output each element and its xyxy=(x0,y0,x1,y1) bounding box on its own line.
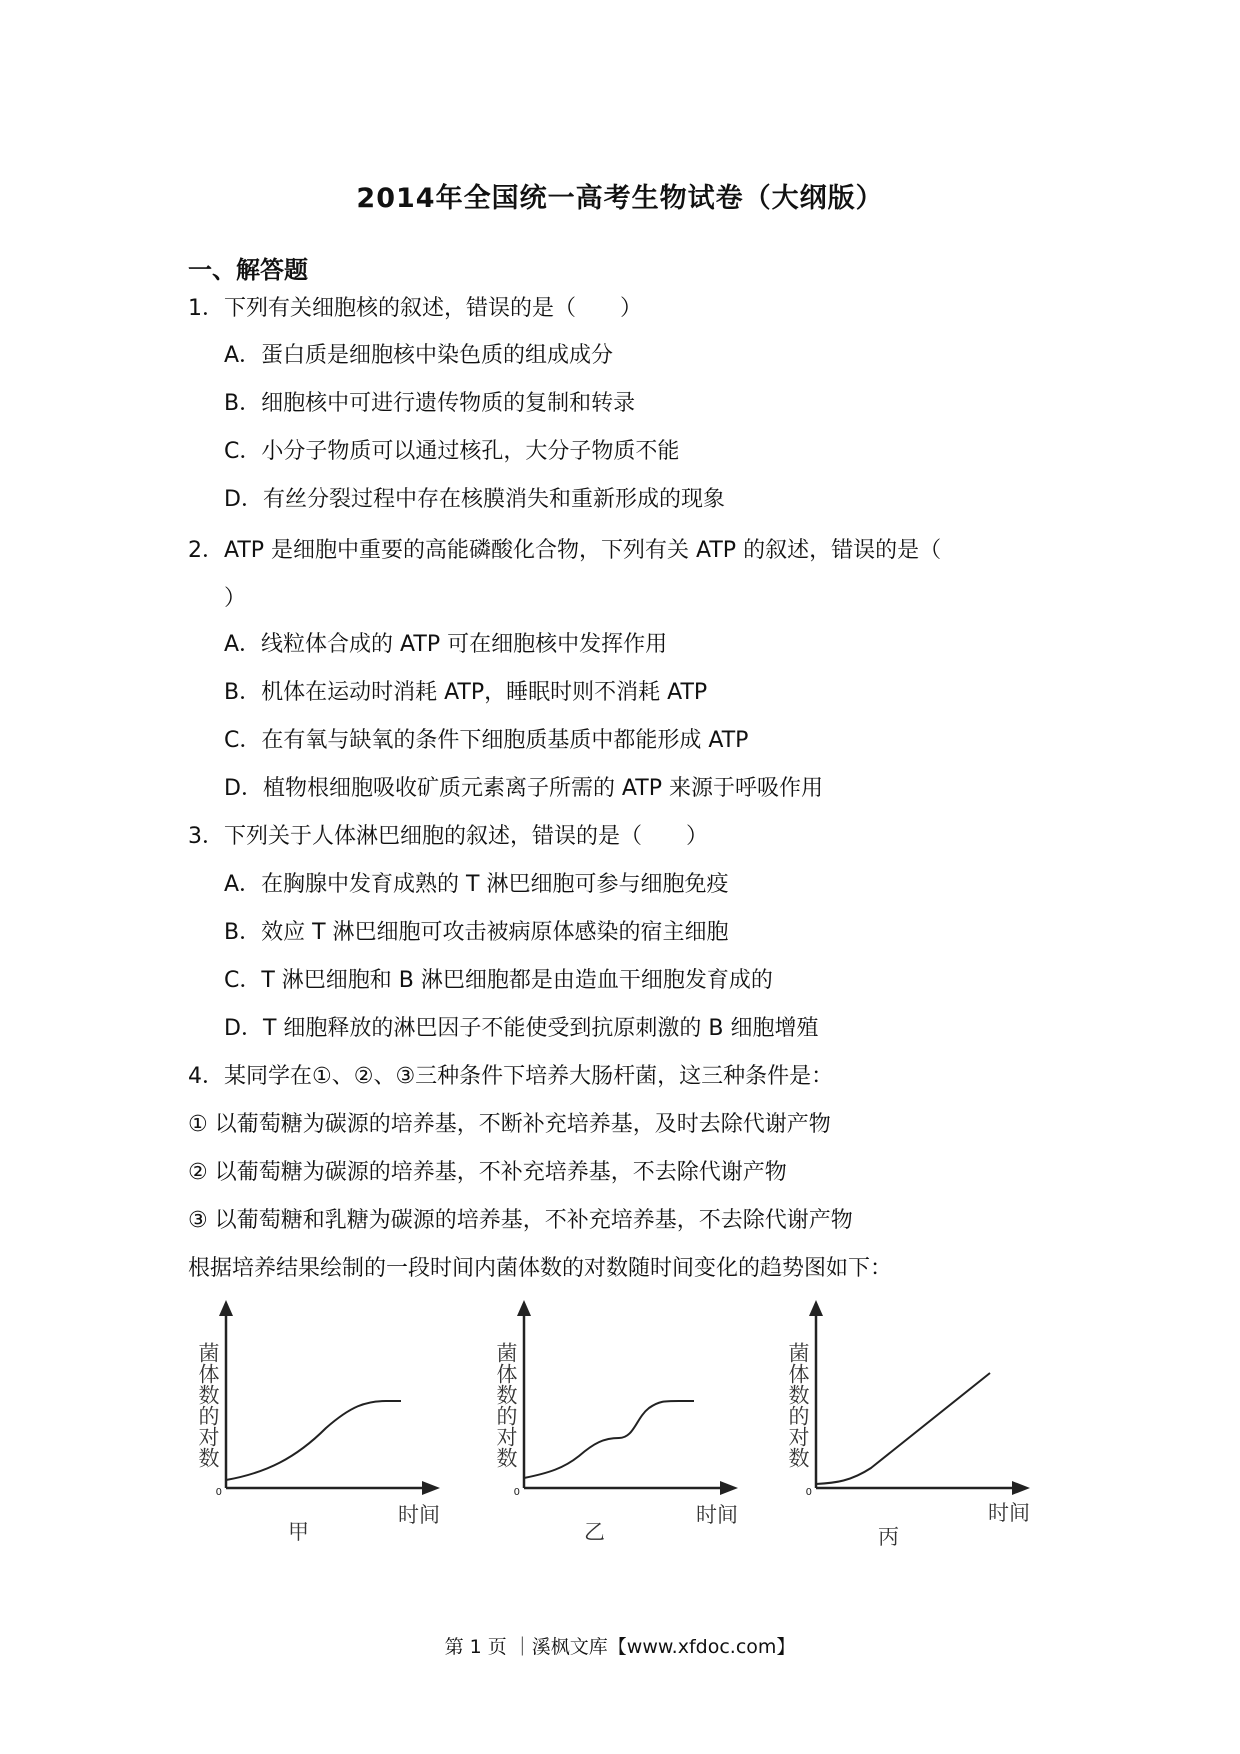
graph-caption: 甲 xyxy=(288,1520,309,1544)
x-axis-label: 时间 xyxy=(398,1503,440,1527)
growth-curve xyxy=(226,1401,401,1480)
growth-curve xyxy=(524,1401,694,1478)
question-4-condition-3: ③ 以葡萄糖和乳糖为碳源的培养基，不补充培养基，不去除代谢产物 xyxy=(188,1208,853,1233)
question-4-note: 根据培养结果绘制的一段时间内菌体数的对数随时间变化的趋势图如下： xyxy=(188,1256,893,1281)
y-axis-arrow-icon xyxy=(219,1300,233,1316)
question-3-option-b: B．效应 T 淋巴细胞可攻击被病原体感染的宿主细胞 xyxy=(224,920,729,945)
y-axis-arrow-icon xyxy=(517,1300,531,1316)
x-axis-arrow-icon xyxy=(422,1481,440,1495)
question-4-condition-1: ① 以葡萄糖为碳源的培养基，不断补充培养基，及时去除代谢产物 xyxy=(188,1112,831,1137)
growth-graph-bing xyxy=(776,1298,1046,1548)
question-2-option-b: B．机体在运动时消耗 ATP，睡眠时则不消耗 ATP xyxy=(224,680,708,705)
question-2-option-a: A．线粒体合成的 ATP 可在细胞核中发挥作用 xyxy=(224,632,668,657)
growth-graph-yi xyxy=(484,1298,754,1548)
graph-caption: 丙 xyxy=(878,1525,899,1548)
y-axis-label: 菌体数的对数 xyxy=(196,1342,220,1468)
question-2-stem: 2．ATP 是细胞中重要的高能磷酸化合物，下列有关 ATP 的叙述，错误的是（ xyxy=(188,538,942,563)
question-3-stem: 3．下列关于人体淋巴细胞的叙述，错误的是（ ） xyxy=(188,824,708,849)
question-3-option-d: D．T 细胞释放的淋巴因子不能使受到抗原刺激的 B 细胞增殖 xyxy=(224,1016,819,1041)
question-4-stem: 4．某同学在①、②、③三种条件下培养大肠杆菌，这三种条件是： xyxy=(188,1064,834,1089)
origin-label: 0 xyxy=(215,1487,222,1498)
x-axis-arrow-icon xyxy=(720,1481,738,1495)
growth-curve xyxy=(816,1373,990,1484)
y-axis-arrow-icon xyxy=(809,1300,823,1316)
page-footer: 第 1 页 ｜溪枫文库【www.xfdoc.com】 xyxy=(444,1636,796,1658)
question-2-stem-continued: ） xyxy=(224,586,247,611)
question-1-option-c: C．小分子物质可以通过核孔，大分子物质不能 xyxy=(224,439,680,464)
question-3-option-c: C．T 淋巴细胞和 B 淋巴细胞都是由造血干细胞发育成的 xyxy=(224,968,773,993)
question-4-condition-2: ② 以葡萄糖为碳源的培养基，不补充培养基，不去除代谢产物 xyxy=(188,1160,787,1185)
x-axis-label: 时间 xyxy=(696,1503,738,1527)
y-axis-label: 菌体数的对数 xyxy=(786,1342,810,1468)
question-1-option-d: D．有丝分裂过程中存在核膜消失和重新形成的现象 xyxy=(224,487,725,512)
x-axis-arrow-icon xyxy=(1012,1481,1030,1495)
graph-caption: 乙 xyxy=(584,1520,605,1544)
question-3-option-a: A．在胸腺中发育成熟的 T 淋巴细胞可参与细胞免疫 xyxy=(224,872,729,897)
question-2-option-d: D．植物根细胞吸收矿质元素离子所需的 ATP 来源于呼吸作用 xyxy=(224,776,823,801)
x-axis-label: 时间 xyxy=(988,1501,1030,1525)
page-title: 2014年全国统一高考生物试卷（大纲版） xyxy=(356,183,884,214)
origin-label: 0 xyxy=(513,1487,520,1498)
question-1-option-b: B．细胞核中可进行遗传物质的复制和转录 xyxy=(224,391,636,416)
origin-label: 0 xyxy=(805,1487,812,1498)
question-1-stem: 1．下列有关细胞核的叙述，错误的是（ ） xyxy=(188,296,642,321)
y-axis-label: 菌体数的对数 xyxy=(494,1342,518,1468)
growth-graph-jia xyxy=(186,1298,456,1548)
question-2-option-c: C．在有氧与缺氧的条件下细胞质基质中都能形成 ATP xyxy=(224,728,749,753)
question-1-option-a: A．蛋白质是细胞核中染色质的组成成分 xyxy=(224,343,614,368)
section-heading: 一、解答题 xyxy=(188,256,308,284)
